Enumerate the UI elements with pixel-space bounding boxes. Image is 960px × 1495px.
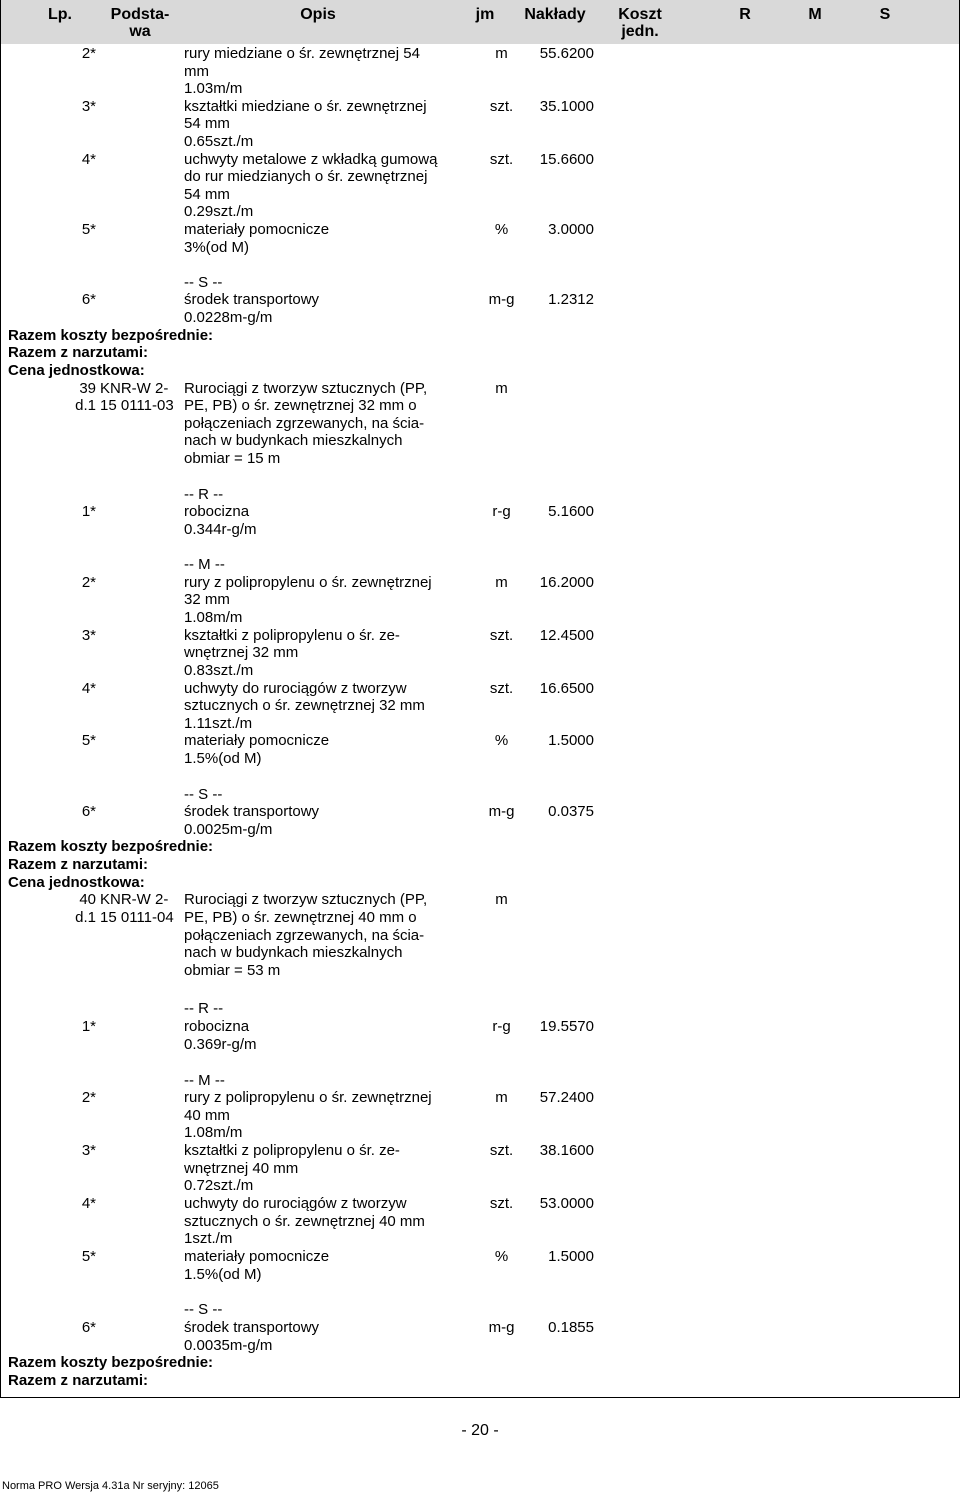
cell-op: PE, PB) o śr. zewnętrznej 32 mm o bbox=[184, 397, 417, 414]
header-lp: Lp. bbox=[48, 6, 72, 23]
cell-op: środek transportowy bbox=[184, 1319, 320, 1336]
cell-jm: m bbox=[495, 1089, 508, 1106]
cell-lp: 3* bbox=[81, 1142, 96, 1159]
cell-op: 0.0228m-g/m bbox=[184, 309, 273, 326]
cell-op: nach w budynkach mieszkalnych bbox=[184, 944, 403, 961]
cell-lp: 39 bbox=[79, 380, 96, 397]
cell-pod: 15 0111-03 bbox=[100, 397, 174, 414]
cell-op: 3%(od M) bbox=[184, 239, 250, 256]
cell-op: materiały pomocnicze bbox=[184, 221, 330, 238]
cell-lp: 6* bbox=[81, 803, 96, 820]
cell-pod: KNR-W 2- bbox=[100, 380, 169, 397]
cell-lp: 2* bbox=[81, 1089, 96, 1106]
cell-op: -- S -- bbox=[184, 1301, 223, 1318]
cell-op: 54 mm bbox=[184, 115, 230, 132]
cell-jm: % bbox=[494, 221, 509, 238]
cell-lp: 5* bbox=[81, 732, 96, 749]
cell-op: nach w budynkach mieszkalnych bbox=[184, 432, 403, 449]
cell-lp: 3* bbox=[81, 627, 96, 644]
cell-b: Cena jednostkowa: bbox=[8, 362, 145, 379]
cell-op: -- R -- bbox=[184, 486, 224, 503]
cell-op: kształtki z polipropylenu o śr. ze- bbox=[184, 1142, 400, 1159]
header-opis: Opis bbox=[300, 6, 336, 23]
cell-b: Cena jednostkowa: bbox=[8, 874, 145, 891]
cell-b: Razem z narzutami: bbox=[8, 344, 149, 361]
cell-nak: 5.1600 bbox=[548, 503, 594, 520]
cell-op: rury miedziane o śr. zewnętrznej 54 bbox=[184, 45, 420, 62]
cell-jm: m-g bbox=[488, 291, 515, 308]
cell-lp: d.1 bbox=[75, 397, 96, 414]
cell-op: połączeniach zgrzewanych, na ścia- bbox=[184, 927, 425, 944]
cell-op: 1.08m/m bbox=[184, 1124, 243, 1141]
cell-jm: m bbox=[495, 380, 508, 397]
cell-op: 1.5%(od M) bbox=[184, 750, 262, 767]
cell-op: kształtki z polipropylenu o śr. ze- bbox=[184, 627, 400, 644]
cell-nak: 1.5000 bbox=[548, 732, 594, 749]
cell-b: Razem koszty bezpośrednie: bbox=[8, 1354, 214, 1371]
cell-lp: 40 bbox=[79, 891, 96, 908]
cell-b: Razem koszty bezpośrednie: bbox=[8, 327, 214, 344]
cell-nak: 15.6600 bbox=[539, 151, 594, 168]
cell-lp: 2* bbox=[81, 45, 96, 62]
cell-nak: 16.2000 bbox=[539, 574, 594, 591]
cell-op: 0.369r-g/m bbox=[184, 1036, 257, 1053]
cell-lp: 1* bbox=[81, 1018, 96, 1035]
cell-jm: m bbox=[495, 574, 508, 591]
cell-op: połączeniach zgrzewanych, na ścia- bbox=[184, 415, 425, 432]
page-number: - 20 - bbox=[461, 1422, 499, 1439]
cell-nak: 12.4500 bbox=[539, 627, 594, 644]
header-r: R bbox=[739, 6, 751, 23]
cell-op: sztucznych o śr. zewnętrznej 32 mm bbox=[184, 697, 425, 714]
cell-nak: 55.6200 bbox=[539, 45, 594, 62]
cell-op: do rur miedzianych o śr. zewnętrznej bbox=[184, 168, 428, 185]
cell-lp: 4* bbox=[81, 151, 96, 168]
cell-lp: 5* bbox=[81, 1248, 96, 1265]
cell-op: rury z polipropylenu o śr. zewnętrznej bbox=[184, 1089, 432, 1106]
cell-op: sztucznych o śr. zewnętrznej 40 mm bbox=[184, 1213, 425, 1230]
cell-nak: 53.0000 bbox=[539, 1195, 594, 1212]
cell-nak: 3.0000 bbox=[548, 221, 594, 238]
header-m: M bbox=[808, 6, 822, 23]
cell-jm: m bbox=[495, 45, 508, 62]
cell-nak: 38.1600 bbox=[539, 1142, 594, 1159]
cell-nak: 57.2400 bbox=[539, 1089, 594, 1106]
cell-jm: m-g bbox=[488, 803, 515, 820]
table-border-left bbox=[0, 0, 1, 1397]
cell-op: 0.29szt./m bbox=[184, 203, 254, 220]
cell-op: obmiar = 53 m bbox=[184, 962, 281, 979]
cell-op: Rurociągi z tworzyw sztucznych (PP, bbox=[184, 380, 428, 397]
cell-lp: 1* bbox=[81, 503, 96, 520]
cell-op: 0.83szt./m bbox=[184, 662, 254, 679]
cell-op: 54 mm bbox=[184, 186, 230, 203]
cell-jm: m bbox=[495, 891, 508, 908]
cell-op: rury z polipropylenu o śr. zewnętrznej bbox=[184, 574, 432, 591]
cell-op: uchwyty do rurociągów z tworzyw bbox=[184, 1195, 407, 1212]
cell-op: mm bbox=[184, 63, 209, 80]
cell-op: 1szt./m bbox=[184, 1230, 233, 1247]
table-border-bottom bbox=[0, 1397, 960, 1398]
cell-op: 0.0025m-g/m bbox=[184, 821, 273, 838]
cell-b: Razem z narzutami: bbox=[8, 1372, 149, 1389]
cell-op: -- M -- bbox=[184, 1072, 225, 1089]
cell-op: -- R -- bbox=[184, 1000, 224, 1017]
cell-op: -- S -- bbox=[184, 274, 223, 291]
cell-op: 1.08m/m bbox=[184, 609, 243, 626]
cell-lp: d.1 bbox=[75, 909, 96, 926]
footer-text: Norma PRO Wersja 4.31a Nr seryjny: 12065 bbox=[2, 1480, 219, 1492]
cell-nak: 0.1855 bbox=[548, 1319, 594, 1336]
cell-jm: m-g bbox=[488, 1319, 515, 1336]
cell-op: kształtki miedziane o śr. zewnętrznej bbox=[184, 98, 427, 115]
cell-nak: 19.5570 bbox=[539, 1018, 594, 1035]
header-podstawa: Podsta- wa bbox=[110, 6, 170, 40]
cell-op: uchwyty do rurociągów z tworzyw bbox=[184, 680, 407, 697]
cell-op: robocizna bbox=[184, 503, 250, 520]
cell-nak: 16.6500 bbox=[539, 680, 594, 697]
cell-op: Rurociągi z tworzyw sztucznych (PP, bbox=[184, 891, 428, 908]
cell-op: uchwyty metalowe z wkładką gumową bbox=[184, 151, 438, 168]
cell-jm: % bbox=[494, 732, 509, 749]
cell-nak: 35.1000 bbox=[539, 98, 594, 115]
cell-op: środek transportowy bbox=[184, 291, 320, 308]
cell-op: 32 mm bbox=[184, 591, 230, 608]
cell-jm: szt. bbox=[489, 680, 514, 697]
cell-nak: 0.0375 bbox=[548, 803, 594, 820]
table-header bbox=[0, 0, 960, 44]
cell-op: materiały pomocnicze bbox=[184, 1248, 330, 1265]
cell-op: -- M -- bbox=[184, 556, 225, 573]
cell-pod: 15 0111-04 bbox=[100, 909, 174, 926]
cell-jm: szt. bbox=[489, 151, 514, 168]
cell-pod: KNR-W 2- bbox=[100, 891, 169, 908]
cell-op: materiały pomocnicze bbox=[184, 732, 330, 749]
cell-op: 40 mm bbox=[184, 1107, 230, 1124]
cell-op: 1.03m/m bbox=[184, 80, 243, 97]
cell-lp: 4* bbox=[81, 680, 96, 697]
cell-lp: 5* bbox=[81, 221, 96, 238]
cell-b: Razem koszty bezpośrednie: bbox=[8, 838, 214, 855]
cell-nak: 1.2312 bbox=[548, 291, 594, 308]
cell-op: -- S -- bbox=[184, 786, 223, 803]
cell-op: wnętrznej 40 mm bbox=[184, 1160, 299, 1177]
cell-op: 1.11szt./m bbox=[184, 715, 253, 732]
cell-op: robocizna bbox=[184, 1018, 250, 1035]
header-koszt: Koszt jedn. bbox=[618, 6, 662, 40]
cell-op: PE, PB) o śr. zewnętrznej 40 mm o bbox=[184, 909, 417, 926]
cell-jm: r-g bbox=[492, 503, 511, 520]
cell-lp: 4* bbox=[81, 1195, 96, 1212]
cell-op: 0.0035m-g/m bbox=[184, 1337, 273, 1354]
cell-jm: szt. bbox=[489, 627, 514, 644]
cell-jm: % bbox=[494, 1248, 509, 1265]
header-jm: jm bbox=[475, 6, 495, 23]
cell-jm: r-g bbox=[492, 1018, 511, 1035]
cell-lp: 3* bbox=[81, 98, 96, 115]
cell-lp: 6* bbox=[81, 291, 96, 308]
cell-b: Razem z narzutami: bbox=[8, 856, 149, 873]
cell-op: 0.65szt./m bbox=[184, 133, 254, 150]
cell-lp: 2* bbox=[81, 574, 96, 591]
cell-op: wnętrznej 32 mm bbox=[184, 644, 299, 661]
cell-op: 1.5%(od M) bbox=[184, 1266, 262, 1283]
cell-lp: 6* bbox=[81, 1319, 96, 1336]
cell-jm: szt. bbox=[489, 98, 514, 115]
cell-op: 0.344r-g/m bbox=[184, 521, 257, 538]
cell-op: obmiar = 15 m bbox=[184, 450, 281, 467]
header-s: S bbox=[879, 6, 891, 23]
cell-jm: szt. bbox=[489, 1195, 514, 1212]
cell-nak: 1.5000 bbox=[548, 1248, 594, 1265]
cell-op: 0.72szt./m bbox=[184, 1177, 254, 1194]
header-naklady: Nakłady bbox=[524, 6, 586, 23]
cell-jm: szt. bbox=[489, 1142, 514, 1159]
cell-op: środek transportowy bbox=[184, 803, 320, 820]
